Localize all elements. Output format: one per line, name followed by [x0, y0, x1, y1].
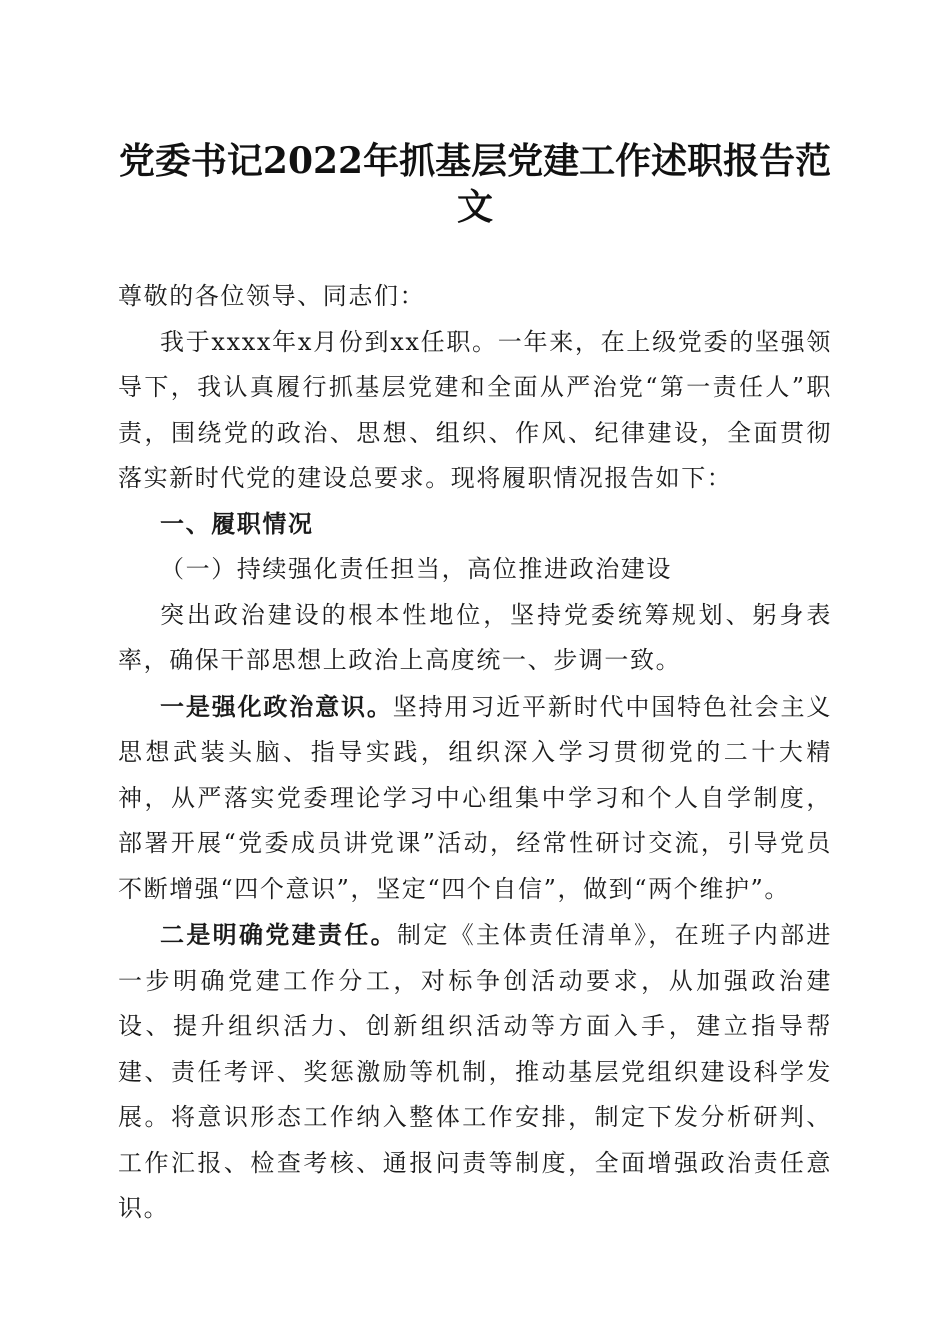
point-2-text: 制定《主体责任清单》，在班子内部进一步明确党建工作分工，对标争创活动要求，从加强政治建设、提升组织活力、创新组织活动等方面入手，建立指导帮建、责任考评、奖惩激励等机制，推动基层党组织建设科学发展。将意识形态工作纳入整体工作安排，制定下发分析研判、工作汇报、检查考核、通报问责等制度，全面增强政治责任意识。 [118, 921, 832, 1222]
point-1-paragraph [118, 684, 832, 913]
point-2-lead: 二是明确党建责任。 [160, 920, 398, 949]
point-2-paragraph [118, 912, 832, 1232]
document-title-line-2: 文 [456, 186, 493, 228]
document-title-line-1: 党委书记2022年抓基层党建工作述职报告范 [118, 140, 832, 182]
intro-paragraph: 我于xxxx年x月份到xx任职。一年来，在上级党委的坚强领导下，我认真履行抓基层党建和全面从严治党“第一责任人”职责，围绕党的政治、思想、组织、作风、纪律建设，全面贯彻落实新时代党的建设总要求。现将履职情况报告如下： [118, 327, 832, 492]
subsection-heading: （一）持续强化责任担当，高位推进政治建设 [160, 555, 672, 583]
document-body [118, 274, 832, 1232]
section-heading: 一、履职情况 [160, 509, 314, 538]
subsection-summary: 突出政治建设的根本性地位，坚持党委统筹规划、躬身表率，确保干部思想上政治上高度统一、步调一致。 [118, 600, 832, 674]
point-1-text: 坚持用习近平新时代中国特色社会主义思想武装头脑、指导实践，组织深入学习贯彻党的二十大精神，从严落实党委理论学习中心组集中学习和个人自学制度，部署开展“党委成员讲党课”活动，经常性研讨交流，引导党员不断增强“四个意识”，坚定“四个自信”，做到“两个维护”。 [118, 692, 832, 903]
salutation: 尊敬的各位领导、同志们： [118, 282, 426, 310]
point-1-lead: 一是强化政治意识。 [160, 691, 393, 721]
